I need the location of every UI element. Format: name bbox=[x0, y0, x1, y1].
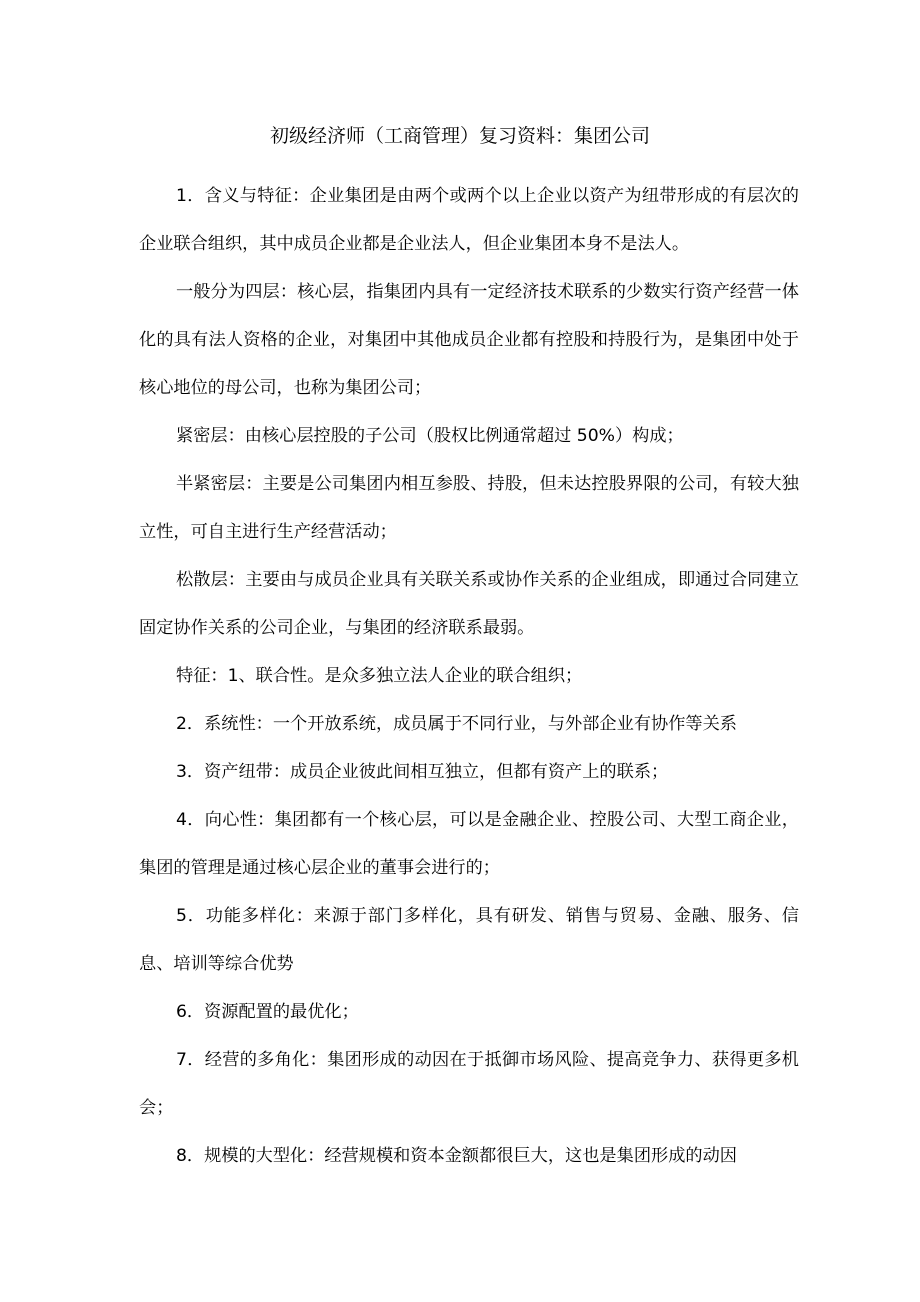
paragraph-definition: 1．含义与特征：企业集团是由两个或两个以上企业以资产为纽带形成的有层次的企业联合组织，其中成员企业都是企业法人，但企业集团本身不是法人。 bbox=[139, 186, 799, 254]
paragraph-feature-7: 7．经营的多角化：集团形成的动因在于抵御市场风险、提高竞争力、获得更多机会； bbox=[139, 1050, 799, 1118]
paragraph-close-layer: 紧密层：由核心层控股的子公司（股权比例通常超过 50%）构成； bbox=[176, 426, 684, 446]
paragraph-feature-4: 4．向心性：集团都有一个核心层，可以是金融企业、控股公司、大型工商企业，集团的管理是通过核心层企业的董事会进行的； bbox=[139, 810, 799, 878]
paragraph-feature-1: 特征：1、联合性。是众多独立法人企业的联合组织； bbox=[176, 666, 583, 686]
paragraph-feature-8: 8．规模的大型化：经营规模和资本金额都很巨大，这也是集团形成的动因 bbox=[176, 1146, 737, 1166]
paragraph-loose-layer: 松散层：主要由与成员企业具有关联关系或协作关系的企业组成，即通过合同建立固定协作关系的公司企业，与集团的经济联系最弱。 bbox=[139, 570, 799, 638]
paragraph-semi-close-layer: 半紧密层：主要是公司集团内相互参股、持股，但未达控股界限的公司，有较大独立性，可自主进行生产经营活动； bbox=[139, 474, 799, 542]
paragraph-feature-5: 5．功能多样化：来源于部门多样化，具有研发、销售与贸易、金融、服务、信息、培训等综合优势 bbox=[139, 906, 799, 974]
paragraph-feature-3: 3．资产纽带：成员企业彼此间相互独立，但都有资产上的联系； bbox=[176, 762, 669, 782]
paragraph-core-layer: 一般分为四层：核心层，指集团内具有一定经济技术联系的少数实行资产经营一体化的具有法人资格的企业，对集团中其他成员企业都有控股和持股行为，是集团中处于核心地位的母公司，也称为集团公司； bbox=[139, 282, 799, 398]
document-body bbox=[139, 172, 799, 1180]
paragraph-feature-2: 2．系统性：一个开放系统，成员属于不同行业，与外部企业有协作等关系 bbox=[176, 714, 737, 734]
document-title: 初级经济师（工商管理）复习资料：集团公司 bbox=[269, 125, 650, 147]
paragraph-feature-6: 6．资源配置的最优化； bbox=[176, 1002, 359, 1022]
